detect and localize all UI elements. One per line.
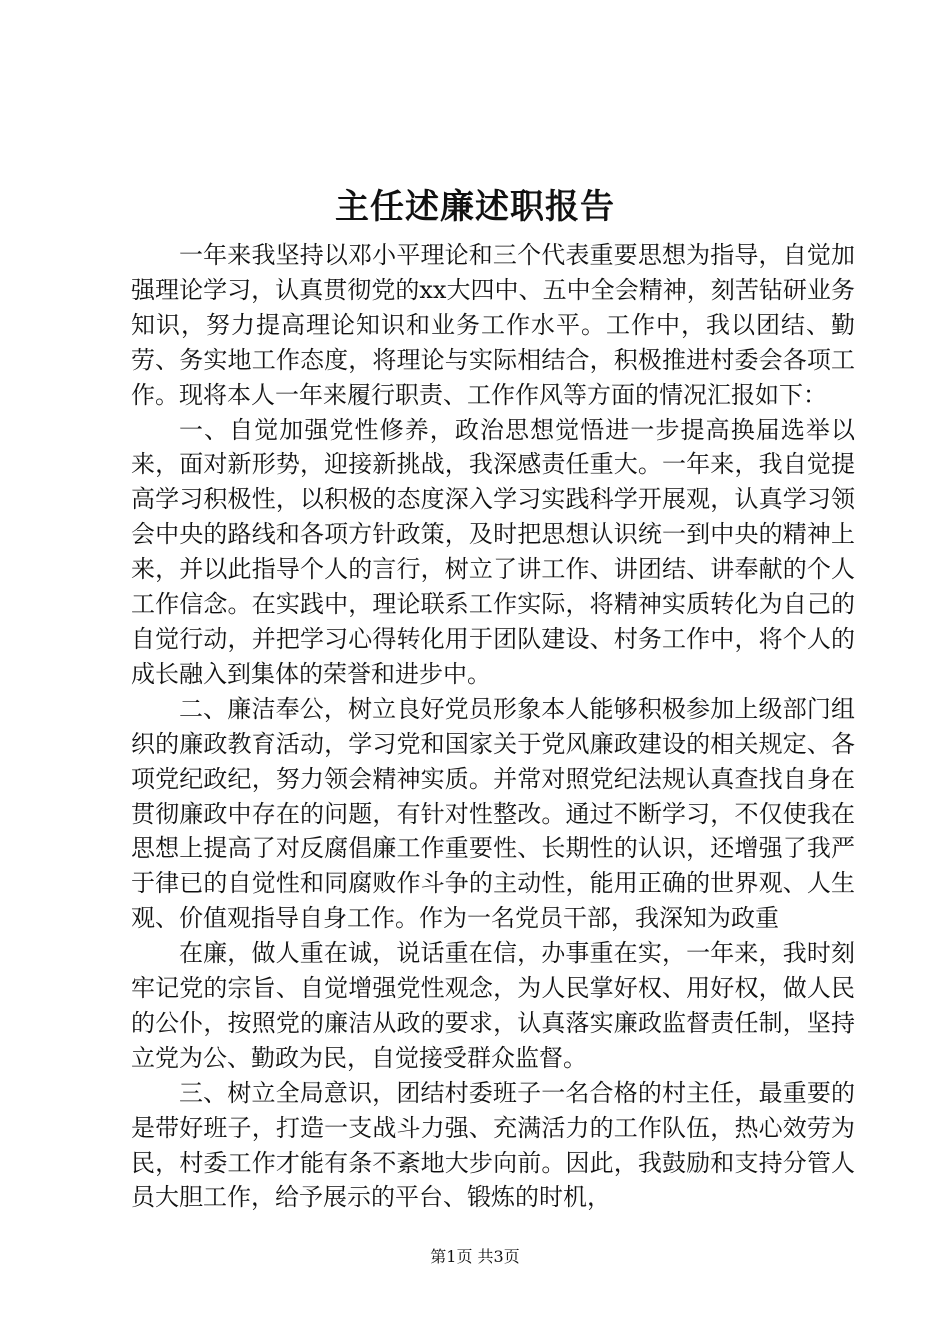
paragraph-section-two: 二、廉洁奉公，树立良好党员形象本人能够积极参加上级部门组织的廉政教育活动，学习党和国家关于党风廉政建设的相关规定、各项党纪政纪，努力领会精神实质。并常对照党纪法规认真查找自身在贯彻廉政中存在的问题，有针对性整改。通过不断学习，不仅使我在思想上提高了对反腐倡廉工作重要性、长期性的认识，还增强了我严于律已的自觉性和同腐败作斗争的主动性，能用正确的世界观、人生观、价值观指导自身工作。作为一名党员干部，我深知为政重	[131, 694, 855, 933]
page-footer: 第1页 共3页	[430, 1247, 520, 1266]
document-body	[131, 238, 855, 1215]
paragraph-section-two-continued: 在廉，做人重在诚，说话重在信，办事重在实，一年来，我时刻牢记党的宗旨、自觉增强党性观念，为人民掌好权、用好权，做人民的公仆，按照党的廉洁从政的要求，认真落实廉政监督责任制，坚持立党为公、勤政为民，自觉接受群众监督。	[131, 939, 855, 1072]
document-title: 主任述廉述职报告	[335, 187, 615, 227]
paragraph-intro: 一年来我坚持以邓小平理论和三个代表重要思想为指导，自觉加强理论学习，认真贯彻党的xx大四中、五中全会精神，刻苦钻研业务知识，努力提高理论知识和业务工作水平。工作中，我以团结、勤劳、务实地工作态度，将理论与实际相结合，积极推进村委会各项工作。现将本人一年来履行职责、工作作风等方面的情况汇报如下：	[131, 241, 855, 409]
paragraph-section-three: 三、树立全局意识，团结村委班子一名合格的村主任，最重要的是带好班子，打造一支战斗力强、充满活力的工作队伍，热心效劳为民，村委工作才能有条不紊地大步向前。因此，我鼓励和支持分管人员大胆工作，给予展示的平台、锻炼的时机，	[131, 1078, 855, 1212]
paragraph-section-one: 一、自觉加强党性修养，政治思想觉悟进一步提高换届选举以来，面对新形势，迎接新挑战，我深感责任重大。一年来，我自觉提高学习积极性，以积极的态度深入学习实践科学开展观，认真学习领会中央的路线和各项方针政策，及时把思想认识统一到中央的精神上来，并以此指导个人的言行，树立了讲工作、讲团结、讲奉献的个人工作信念。在实践中，理论联系工作实际，将精神实质转化为自己的自觉行动，并把学习心得转化用于团队建设、村务工作中，将个人的成长融入到集体的荣誉和进步中。	[131, 415, 855, 688]
